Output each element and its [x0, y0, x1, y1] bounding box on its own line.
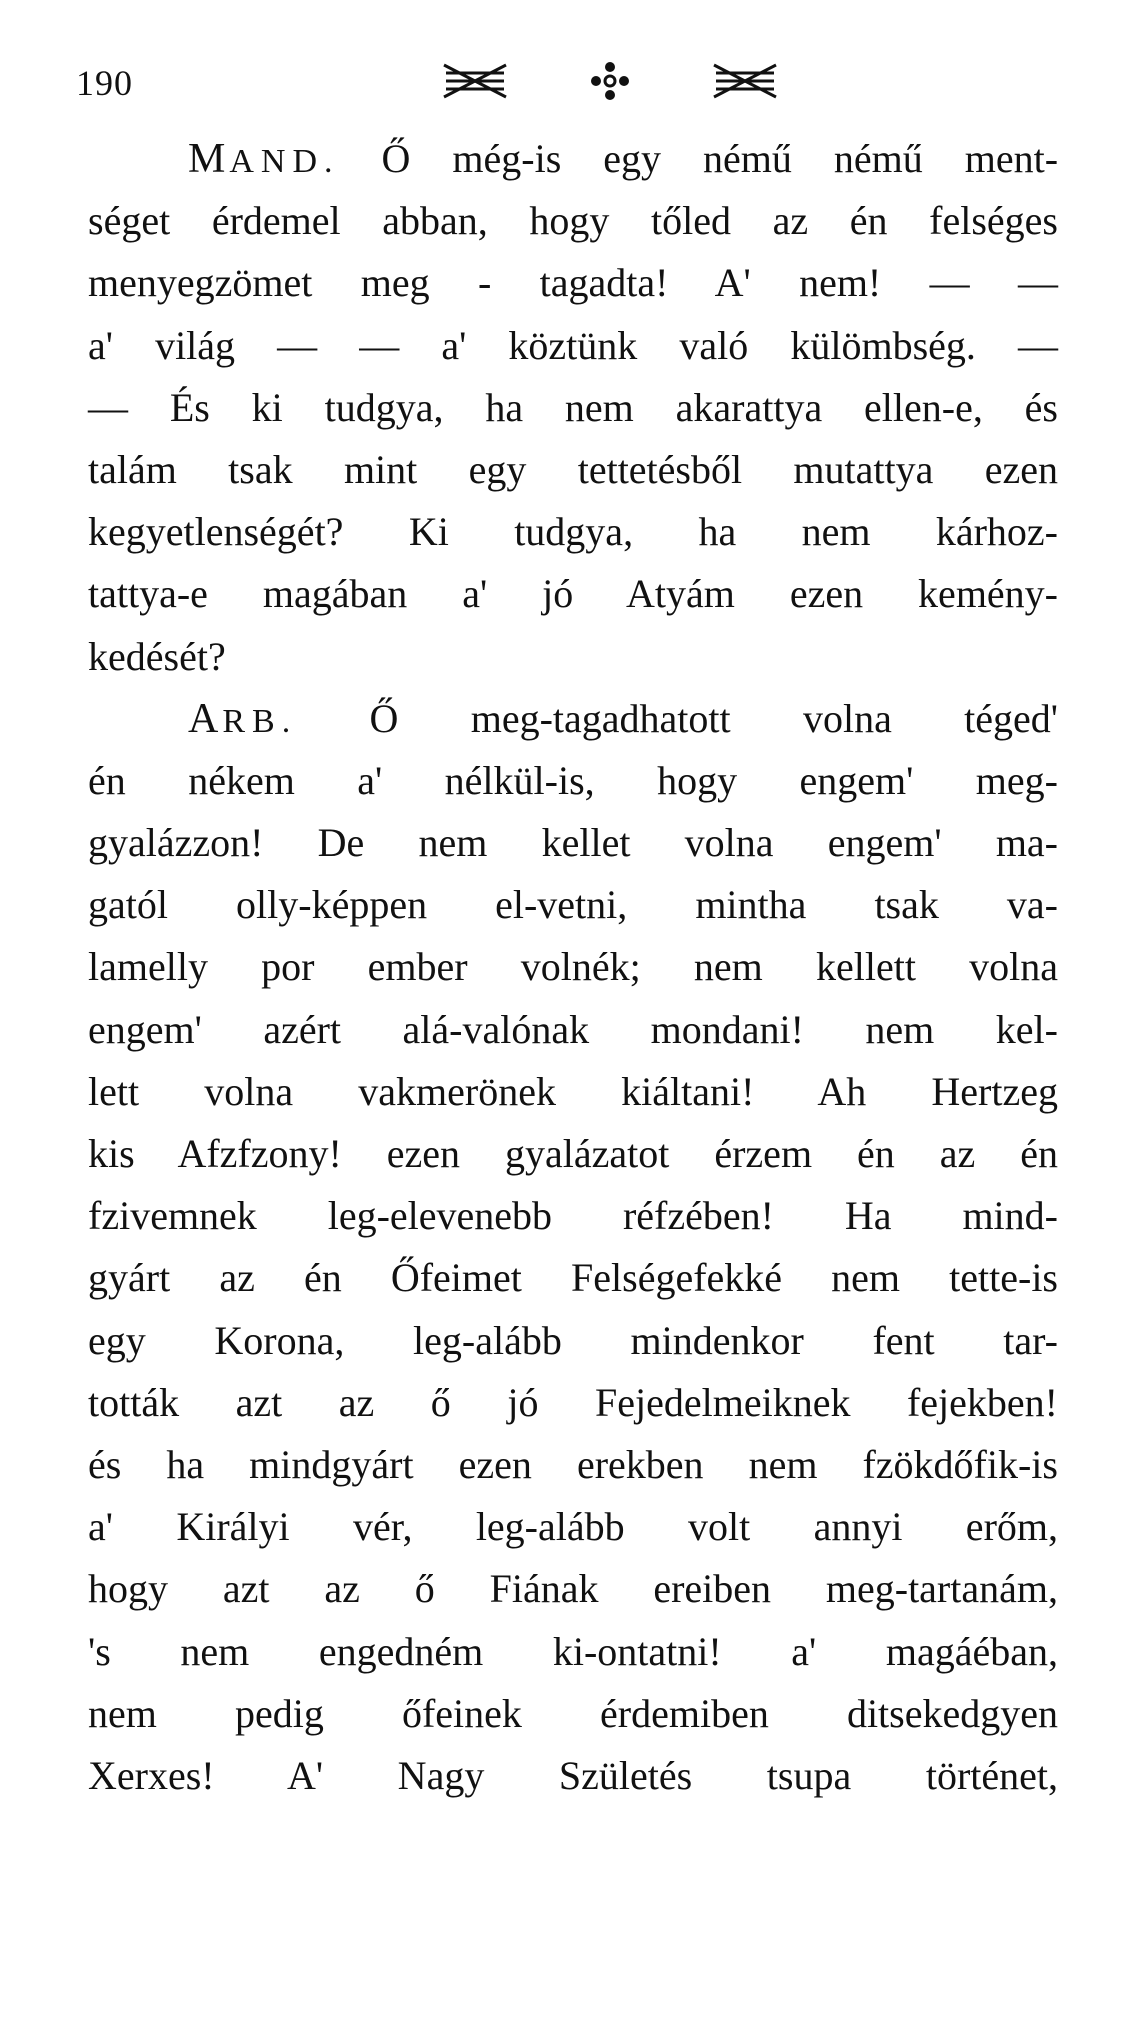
text-line: én nékem a' nélkül-is, hogy engem' meg-: [88, 757, 1058, 803]
text-line: lett volna vakmerönek kiáltani! Ah Hertzeg: [88, 1068, 1058, 1114]
text-line: 's nem engedném ki-ontatni! a' magáéban,: [88, 1628, 1058, 1674]
text-line: fzivemnek leg-elevenebb réfzében! Ha mind-: [88, 1193, 1058, 1239]
star-ornament-icon: [710, 59, 780, 103]
line-text: Ő még-is egy némű némű ment-: [381, 136, 1059, 181]
speaker-label: ARB.: [188, 695, 298, 742]
text-line: a' Királyi vér, leg-alább volt annyi erőm,: [88, 1504, 1058, 1550]
text-line: séget érdemel abban, hogy tőled az én felséges: [88, 198, 1058, 244]
text-line: Xerxes! A' Nagy Születés tsupa történet,: [88, 1752, 1058, 1798]
text-line: nem pedig őfeinek érdemiben ditsekedgyen: [88, 1690, 1058, 1736]
text-line: engem' azért alá-valónak mondani! nem kel-: [88, 1006, 1058, 1052]
speaker-label: MAND.: [188, 136, 340, 182]
text-line: gyalázzon! De nem kellet volna engem' ma-: [88, 820, 1058, 866]
text-line: menyegzömet meg - tagadta! A' nem! — —: [88, 260, 1058, 306]
text-line: egy Korona, leg-alább mindenkor fent tar-: [88, 1317, 1058, 1363]
text-line: hogy azt az ő Fiának ereiben meg-tartanám,: [88, 1566, 1058, 1612]
text-line: kedését?: [88, 633, 226, 679]
page-number: 190: [76, 63, 133, 103]
text-line: gatól olly-képpen el-vetni, mintha tsak va-: [88, 882, 1058, 928]
text-line: kis Afzfzony! ezen gyalázatot érzem én az én: [88, 1131, 1058, 1176]
text-line: kegyetlenségét? Ki tudgya, ha nem kárhoz-: [88, 509, 1058, 555]
text-line: [88, 688, 1058, 750]
text-line: gyárt az én Őfeimet Felségefekké nem tette-is: [88, 1255, 1058, 1301]
text-line: tották azt az ő jó Fejedelmeiknek fejekben!: [88, 1379, 1058, 1425]
text-line: tattya-e magában a' jó Atyám ezen kemény-: [88, 571, 1058, 617]
text-line: a' világ — — a' köztünk való külömbség. —: [88, 322, 1058, 368]
page-header: [70, 52, 1070, 112]
text-line: és ha mindgyárt ezen erekben nem fzökdőfik-is: [88, 1441, 1058, 1487]
star-ornament-icon: [440, 59, 510, 103]
flower-ornament-icon: [588, 59, 632, 103]
text-line: talám tsak mint egy tettetésből mutattya ezen: [88, 446, 1058, 492]
header-ornament: [440, 54, 780, 108]
line-text: Ő meg-tagadhatott volna téged': [369, 695, 1058, 741]
text-line: [88, 128, 1058, 190]
text-line: — És ki tudgya, ha nem akarattya ellen-e, és: [88, 384, 1058, 430]
text-line: lamelly por ember volnék; nem kellett volna: [88, 944, 1058, 990]
body-text: [88, 128, 1058, 1807]
